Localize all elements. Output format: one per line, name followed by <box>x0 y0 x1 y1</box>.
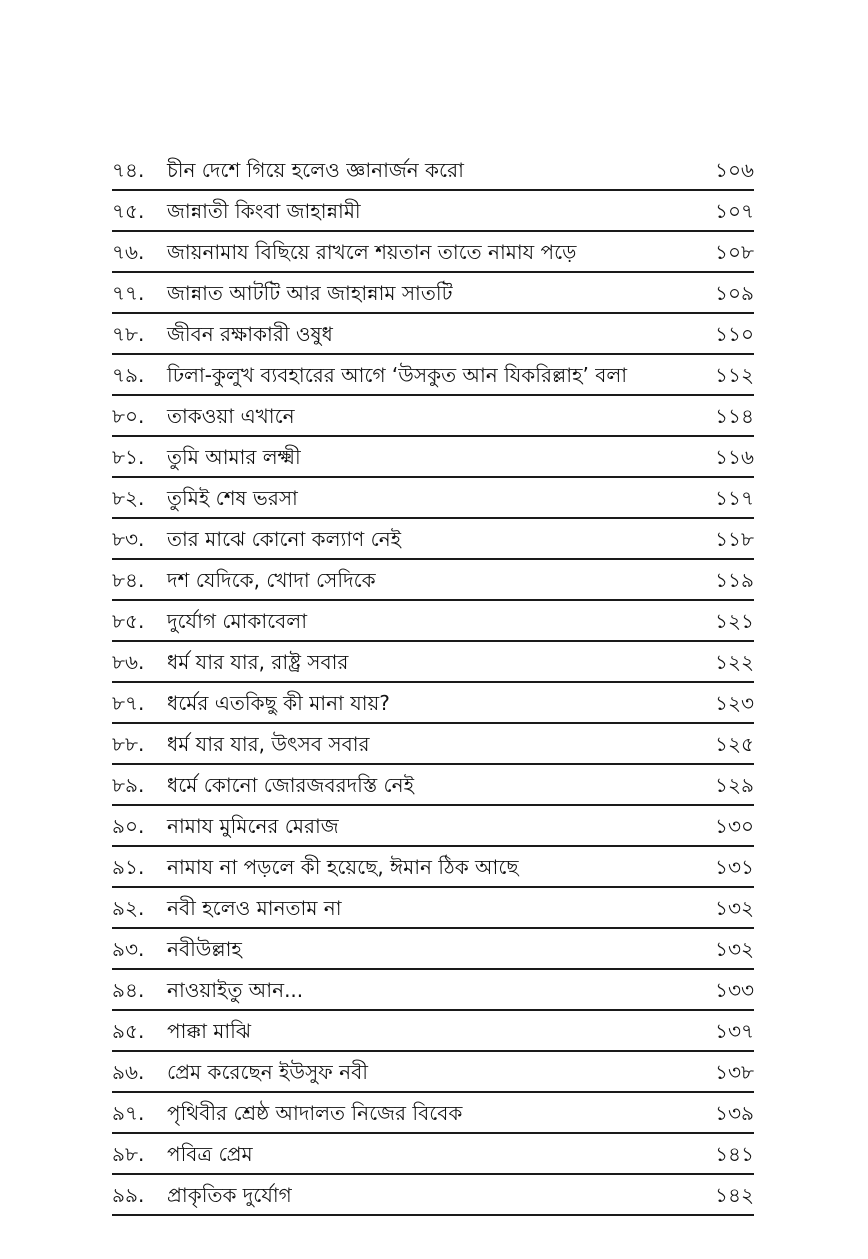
entry-title: পৃথিবীর শ্রেষ্ঠ আদালত নিজের বিবেক <box>167 1101 463 1125</box>
entry-title: নবীউল্লাহ <box>167 937 242 961</box>
entry-number: ৯৪. <box>112 978 145 1002</box>
entry-page: ১০৬ <box>715 158 754 182</box>
entry-page: ১১৭ <box>715 486 754 510</box>
toc-entry <box>112 314 754 355</box>
entry-title: জান্নাতী কিংবা জাহান্নামী <box>167 199 361 223</box>
entry-page: ১২১ <box>715 609 754 633</box>
entry-title: জায়নামায বিছিয়ে রাখলে শয়তান তাতে নামায পড়ে <box>167 240 577 264</box>
entry-number: ৭৮. <box>112 322 145 346</box>
entry-title: প্রেম করেছেন ইউসুফ নবী <box>167 1060 368 1084</box>
toc-entry <box>112 642 754 683</box>
entry-title: ঢিলা-কুলুখ ব্যবহারের আগে ‘উসকুত আন যিকরিল্লাহ’ বলা <box>167 363 628 387</box>
entry-page: ১২২ <box>715 650 754 674</box>
entry-page: ১২৩ <box>715 691 754 715</box>
entry-number: ৮২. <box>112 486 145 510</box>
entry-number: ৯৭. <box>112 1101 145 1125</box>
entry-title: প্রাকৃতিক দুর্যোগ <box>167 1183 292 1207</box>
entry-number: ৭৯. <box>112 363 145 387</box>
toc-entry <box>112 929 754 970</box>
toc-entry <box>112 806 754 847</box>
toc-entry <box>112 765 754 806</box>
toc-entry <box>112 150 754 191</box>
entry-page: ১১৪ <box>715 404 754 428</box>
entry-page: ১০৯ <box>715 281 754 305</box>
entry-page: ১৩৩ <box>715 978 754 1002</box>
toc-entry <box>112 1175 754 1216</box>
entry-number: ৭৫. <box>112 199 145 223</box>
entry-page: ১১৮ <box>715 527 754 551</box>
entry-page: ১৪১ <box>715 1142 754 1166</box>
entry-number: ৯৬. <box>112 1060 145 1084</box>
entry-title: নাওয়াইতু আন... <box>167 978 304 1002</box>
entry-page: ১৩২ <box>715 896 754 920</box>
entry-page: ১৩০ <box>715 814 754 838</box>
entry-title: পবিত্র প্রেম <box>167 1142 253 1166</box>
entry-number: ৯২. <box>112 896 145 920</box>
toc-entry <box>112 437 754 478</box>
entry-title: পাক্কা মাঝি <box>167 1019 252 1043</box>
entry-page: ১২৯ <box>715 773 754 797</box>
entry-title: তুমি আমার লক্ষ্মী <box>167 445 301 469</box>
entry-page: ১৩৮ <box>715 1060 754 1084</box>
toc-entry <box>112 273 754 314</box>
entry-title: তাকওয়া এখানে <box>167 404 295 428</box>
entry-number: ৯৫. <box>112 1019 145 1043</box>
entry-page: ১৩৭ <box>715 1019 754 1043</box>
entry-title: ধর্মে কোনো জোরজবরদস্তি নেই <box>167 773 415 797</box>
entry-title: ধর্ম যার যার, উৎসব সবার <box>167 732 370 756</box>
entry-title: চীন দেশে গিয়ে হলেও জ্ঞানার্জন করো <box>167 158 464 182</box>
entry-page: ১১৬ <box>715 445 754 469</box>
entry-title: তুমিই শেষ ভরসা <box>167 486 298 510</box>
entry-number: ৭৪. <box>112 158 145 182</box>
entry-number: ৭৭. <box>112 281 145 305</box>
toc-entry <box>112 191 754 232</box>
toc-entry <box>112 1093 754 1134</box>
entry-page: ১১০ <box>715 322 754 346</box>
entry-number: ৮১. <box>112 445 145 469</box>
toc-entry <box>112 519 754 560</box>
entry-number: ৮০. <box>112 404 145 428</box>
entry-page: ১৩৯ <box>715 1101 754 1125</box>
entry-title: নামায না পড়লে কী হয়েছে, ঈমান ঠিক আছে <box>167 855 519 879</box>
entry-number: ৯৮. <box>112 1142 145 1166</box>
toc-entry <box>112 601 754 642</box>
toc-entry <box>112 560 754 601</box>
entry-page: ১৩১ <box>715 855 754 879</box>
toc-entry <box>112 847 754 888</box>
entry-number: ৮৮. <box>112 732 145 756</box>
entry-page: ১৩২ <box>715 937 754 961</box>
entry-page: ১০৮ <box>715 240 754 264</box>
entry-title: দশ যেদিকে, খোদা সেদিকে <box>167 568 376 592</box>
entry-page: ১১২ <box>715 363 754 387</box>
entry-title: নামায মুমিনের মেরাজ <box>167 814 339 838</box>
entry-title: জীবন রক্ষাকারী ওষুধ <box>167 322 333 346</box>
table-of-contents <box>112 150 754 1216</box>
toc-entry <box>112 1134 754 1175</box>
entry-title: ধর্ম যার যার, রাষ্ট্র সবার <box>167 650 349 674</box>
entry-number: ৮৫. <box>112 609 145 633</box>
entry-title: ধর্মের এতকিছু কী মানা যায়? <box>167 691 390 715</box>
entry-number: ৮৯. <box>112 773 145 797</box>
entry-number: ৯৩. <box>112 937 145 961</box>
toc-entry <box>112 396 754 437</box>
toc-entry <box>112 683 754 724</box>
toc-entry <box>112 232 754 273</box>
toc-entry <box>112 355 754 396</box>
toc-entry <box>112 1052 754 1093</box>
entry-title: তার মাঝে কোনো কল্যাণ নেই <box>167 527 402 551</box>
entry-number: ৮৭. <box>112 691 145 715</box>
entry-number: ৭৬. <box>112 240 145 264</box>
entry-page: ১০৭ <box>715 199 754 223</box>
entry-number: ৯১. <box>112 855 145 879</box>
entry-page: ১১৯ <box>715 568 754 592</box>
entry-title: দুর্যোগ মোকাবেলা <box>167 609 308 633</box>
entry-title: নবী হলেও মানতাম না <box>167 896 342 920</box>
entry-number: ৮৩. <box>112 527 145 551</box>
entry-number: ৯৯. <box>112 1183 145 1207</box>
toc-entry <box>112 970 754 1011</box>
toc-entry <box>112 888 754 929</box>
entry-number: ৮৪. <box>112 568 145 592</box>
entry-title: জান্নাত আটটি আর জাহান্নাম সাতটি <box>167 281 453 305</box>
entry-number: ৯০. <box>112 814 145 838</box>
entry-page: ১৪২ <box>715 1183 754 1207</box>
entry-number: ৮৬. <box>112 650 145 674</box>
toc-entry <box>112 1011 754 1052</box>
toc-entry <box>112 724 754 765</box>
toc-entry <box>112 478 754 519</box>
entry-page: ১২৫ <box>715 732 754 756</box>
